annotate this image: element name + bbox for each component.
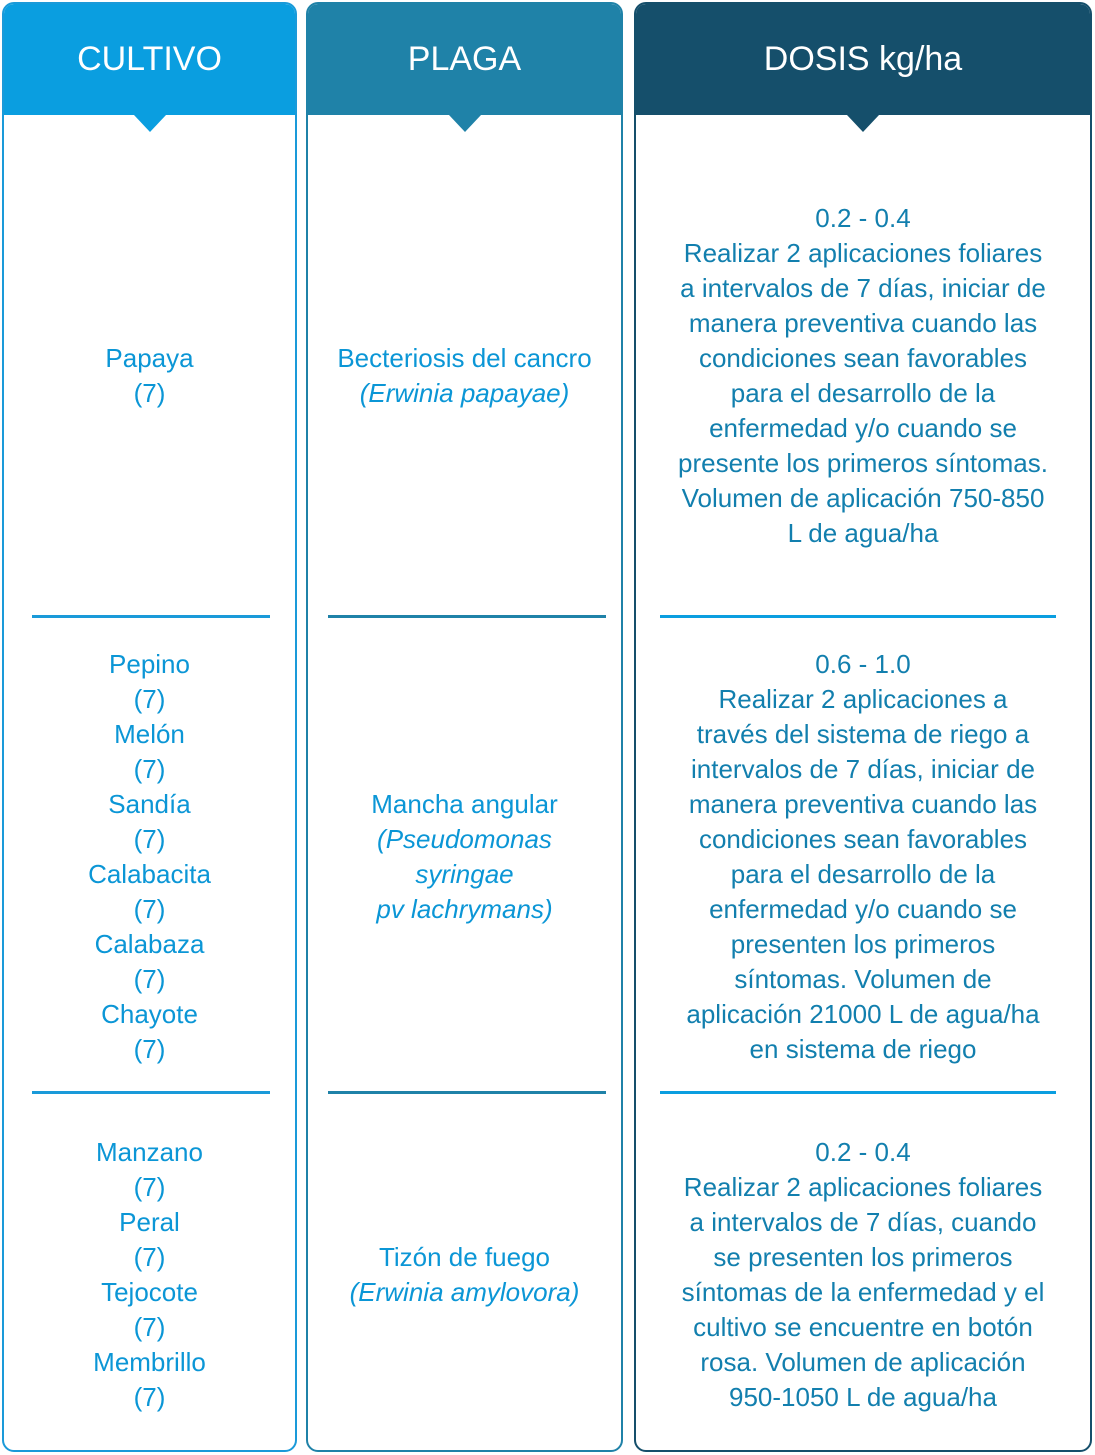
plaga-cell: [308, 1097, 621, 1452]
crop-interval: (7): [133, 894, 166, 924]
dose-instructions: Realizar 2 aplicaciones a: [718, 684, 1008, 714]
crop-name: Manzano: [96, 1136, 203, 1167]
dose-range: 0.2 - 0.4: [815, 203, 911, 233]
crop-interval: (7): [133, 1034, 166, 1064]
crop-name: Melón: [114, 719, 185, 749]
dose-instructions: cultivo se encuentre en botón: [693, 1311, 1033, 1342]
row-divider: [660, 1091, 1056, 1094]
dose-instructions: aplicación 21000 L de agua/ha: [686, 999, 1040, 1029]
dosis-cell: [636, 134, 1090, 618]
crop-name: Tejocote: [101, 1276, 198, 1307]
row-divider: [328, 615, 606, 618]
dose-instructions: rosa. Volumen de aplicación: [700, 1346, 1026, 1377]
row-divider: [32, 615, 270, 618]
dose-range: 0.2 - 0.4: [815, 1136, 911, 1167]
dose-instructions: enfermedad y/o cuando se: [709, 894, 1017, 924]
row-divider: [660, 615, 1056, 618]
crop-name: Calabaza: [94, 929, 205, 959]
plaga-column: [306, 2, 623, 1452]
dose-instructions: Realizar 2 aplicaciones foliares: [683, 1171, 1043, 1202]
cultivo-cell: [4, 134, 295, 618]
dose-instructions: presente los primeros síntomas.: [678, 448, 1048, 478]
crop-interval: (7): [133, 754, 166, 784]
cultivo-header-pointer: [134, 115, 166, 132]
pest-scientific-name: (Erwinia papayae): [359, 378, 570, 408]
dose-instructions: para el desarrollo de la: [730, 378, 996, 408]
pest-scientific-name: pv lachrymans): [376, 894, 553, 924]
dose-instructions: condiciones sean favorables: [698, 824, 1028, 854]
dose-instructions: enfermedad y/o cuando se: [709, 413, 1017, 443]
row-divider: [328, 1091, 606, 1094]
dose-instructions: síntomas de la enfermedad y el: [681, 1276, 1045, 1307]
dosis-header: DOSIS kg/ha: [636, 4, 1090, 115]
pest-scientific-name: (Pseudomonas: [377, 824, 552, 854]
cultivo-column: [2, 2, 297, 1452]
dose-instructions: manera preventiva cuando las: [688, 308, 1038, 338]
crop-interval: (7): [133, 1241, 166, 1272]
crop-name: Sandía: [108, 789, 191, 819]
cultivo-header: CULTIVO: [4, 4, 295, 115]
dose-instructions: condiciones sean favorables: [698, 343, 1028, 373]
pest-name: Tizón de fuego: [378, 1241, 551, 1272]
pest-name: Becteriosis del cancro: [337, 343, 592, 373]
dose-instructions: L de agua/ha: [787, 518, 939, 548]
crop-name: Calabacita: [88, 859, 211, 889]
crop-interval: (7): [133, 378, 166, 408]
dose-instructions: a intervalos de 7 días, iniciar de: [680, 273, 1046, 303]
dose-instructions: presenten los primeros: [730, 929, 996, 959]
crop-name: Peral: [119, 1206, 180, 1237]
plaga-header-pointer: [449, 115, 481, 132]
dose-instructions: Volumen de aplicación 750-850: [681, 483, 1045, 513]
pest-scientific-name: syringae: [415, 859, 514, 889]
dosis-column: [634, 2, 1092, 1452]
crop-interval: (7): [133, 684, 166, 714]
dosis-cell: [636, 621, 1090, 1093]
crop-name: Chayote: [101, 999, 198, 1029]
dose-instructions: a intervalos de 7 días, cuando: [689, 1206, 1037, 1237]
dose-instructions: manera preventiva cuando las: [688, 789, 1038, 819]
crop-name: Membrillo: [93, 1346, 206, 1377]
crop-interval: (7): [133, 1311, 166, 1342]
cultivo-cell: [4, 621, 295, 1093]
dose-instructions: en sistema de riego: [749, 1034, 977, 1064]
dose-instructions: 950-1050 L de agua/ha: [729, 1381, 997, 1412]
dose-range: 0.6 - 1.0: [815, 649, 911, 679]
plaga-header: PLAGA: [308, 4, 621, 115]
dose-instructions: síntomas. Volumen de: [734, 964, 992, 994]
plaga-cell: [308, 621, 621, 1093]
crop-interval: (7): [133, 1381, 166, 1412]
cultivo-cell: [4, 1097, 295, 1452]
dose-instructions: Realizar 2 aplicaciones foliares: [683, 238, 1043, 268]
dosis-header-pointer: [847, 115, 879, 132]
crop-interval: (7): [133, 824, 166, 854]
dose-instructions: través del sistema de riego a: [696, 719, 1030, 749]
pest-scientific-name: (Erwinia amylovora): [349, 1276, 580, 1307]
crop-name: Papaya: [105, 343, 194, 373]
row-divider: [32, 1091, 270, 1094]
crop-interval: (7): [133, 1171, 166, 1202]
crop-name: Pepino: [109, 649, 190, 679]
pest-name: Mancha angular: [371, 789, 558, 819]
dose-instructions: para el desarrollo de la: [730, 859, 996, 889]
dose-instructions: intervalos de 7 días, iniciar de: [691, 754, 1035, 784]
dosis-cell: [636, 1097, 1090, 1452]
crop-interval: (7): [133, 964, 166, 994]
dose-instructions: se presenten los primeros: [713, 1241, 1013, 1272]
plaga-cell: [308, 134, 621, 618]
